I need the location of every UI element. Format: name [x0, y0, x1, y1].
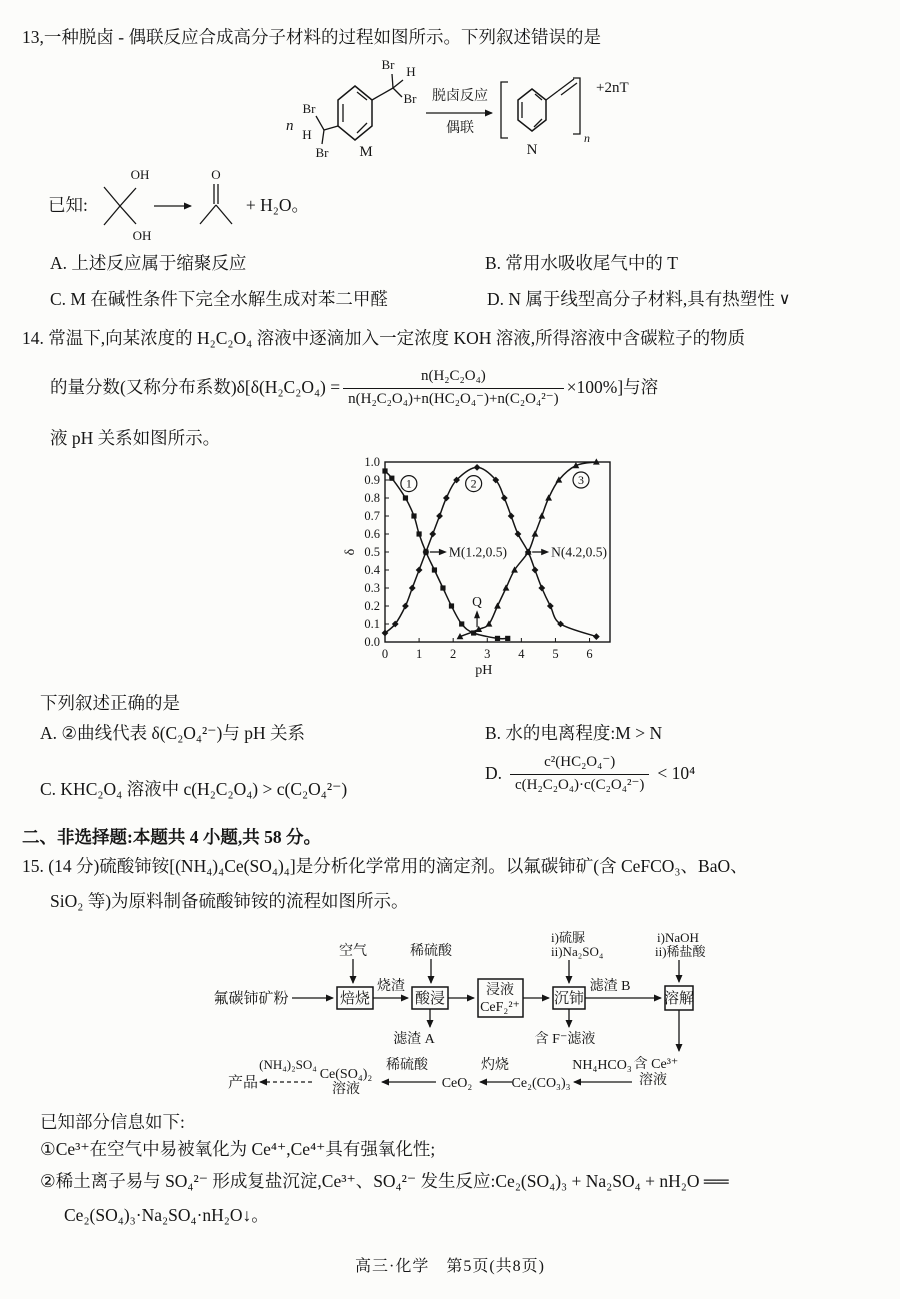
q15-info-1: ①Ce³⁺在空气中易被氧化为 Ce⁴⁺,Ce⁴⁺具有强氧化性;: [40, 1139, 436, 1159]
n-coefficient: n: [286, 118, 294, 134]
byproduct-term: +2nT: [596, 80, 629, 96]
gem-diol-to-carbonyl-diagram: [92, 165, 242, 247]
data-point-diamond: [501, 495, 508, 502]
q15-known-intro: 已知部分信息如下:: [40, 1112, 185, 1132]
polymer-repeat-unit: [501, 78, 590, 145]
polymer-subscript-n: n: [584, 131, 590, 145]
distribution-fraction: [343, 366, 564, 411]
y-axis-label: δ: [343, 548, 358, 556]
q14-prompt: 下列叙述正确的是: [40, 693, 180, 713]
x-tick-label: 4: [518, 647, 525, 661]
q14-option-c: C. KHC₂O₄ 溶液中 c(H₂C₂O₄) > c(C₂O₄²⁻): [40, 779, 348, 799]
q13-option-d: [487, 289, 791, 311]
fraction-numerator: n(H₂C₂O₄): [420, 367, 486, 384]
y-tick-label: 0.5: [364, 545, 380, 559]
data-point-triangle: [538, 512, 545, 518]
q14-stem-line1: 14. 常温下,向某浓度的 H₂C₂O₄ 溶液中逐滴加入一定浓度 KOH 溶液,所得溶液中含碳粒子的物质: [22, 328, 746, 348]
flow-na2so4-label: ii)Na₂SO₄: [551, 944, 604, 959]
y-tick-label: 0.4: [364, 563, 380, 577]
y-tick-label: 0.0: [364, 635, 380, 649]
q15-stem-line2: SiO₂ 等)为原料制备硫酸铈铵的流程如图所示。: [50, 891, 409, 911]
q14-stem-line2-pre: 的量分数(又称分布系数)δ[δ(H₂C₂O₄) =: [50, 377, 341, 398]
flow-liquor-species-label: CeF₂²⁺: [480, 1000, 520, 1015]
annotation-label: N(4.2,0.5): [551, 544, 608, 560]
flow-calcine-label: 灼烧: [481, 1058, 509, 1073]
data-point-triangle: [503, 584, 510, 590]
flow-leach-box-label: 酸浸: [414, 991, 446, 1007]
page-footer: 高三·化学 第5页(共8页): [355, 1258, 545, 1275]
chbr2-group-left: [302, 101, 338, 160]
flow-cerium-carbonate-label: Ce₂(CO₃)₃: [511, 1076, 571, 1091]
data-point-square: [440, 585, 445, 590]
x-tick-label: 5: [552, 647, 559, 661]
q15-stem-line1: 15. (14 分)硫酸铈铵[(NH₄)₄Ce(SO₄)₄]是分析化学常用的滴定剂。以氟碳铈矿(含 CeFCO₃、BaO、: [22, 856, 748, 876]
q14-option-d-fraction: [510, 752, 649, 797]
flow-dilute-sulfuric-acid-label: 稀硫酸: [410, 944, 452, 959]
reaction-condition-top: 脱卤反应: [432, 89, 488, 104]
monomer-m-label: M: [359, 144, 373, 160]
flow-ceo2-label: CeO₂: [441, 1076, 473, 1091]
y-tick-label: 0.9: [364, 473, 380, 487]
carbonyl-structure: [200, 167, 232, 224]
polymer-n-label: N: [526, 142, 538, 158]
data-point-diamond: [515, 531, 522, 538]
flow-nh4hco3-label: NH₄HCO₃: [572, 1058, 632, 1073]
arrowhead: [474, 610, 480, 618]
data-point-square: [403, 495, 408, 500]
y-tick-label: 0.7: [364, 509, 380, 523]
y-tick-label: 0.2: [364, 599, 380, 613]
data-point-square: [432, 567, 437, 572]
q15-info-2-continued: Ce₂(SO₄)₃·Na₂SO₄·nH₂O↓。: [64, 1205, 269, 1225]
data-point-diamond: [547, 603, 554, 610]
oh-bottom-label: OH: [132, 228, 152, 243]
flow-ceso4-solution-label-line2: 溶液: [332, 1082, 360, 1097]
known-suffix-label: + H₂O。: [245, 195, 309, 216]
curve-number: 1: [405, 476, 412, 491]
data-point-diamond: [593, 633, 600, 640]
reaction-condition-bottom: 偶联: [446, 121, 474, 136]
flow-thiourea-label: i)硫脲: [551, 930, 585, 945]
data-point-diamond: [532, 567, 539, 574]
q14-stem-line2-post: ×100%]与溶: [566, 377, 659, 398]
q14-stem-line3: 液 pH 关系如图所示。: [50, 428, 221, 448]
flow-roast-box-label: 焙烧: [339, 991, 371, 1007]
data-point-square: [495, 636, 500, 641]
data-point-square: [505, 636, 510, 641]
h-label: H: [406, 64, 416, 79]
flow-ce-solution-label-line2: 溶液: [639, 1073, 667, 1088]
data-point-triangle: [494, 602, 501, 608]
flow-ceso4-solution-label-line1: Ce(SO₄)₂: [319, 1067, 373, 1082]
flow-dissolve-box-label: 溶解: [663, 991, 695, 1007]
o-label: O: [211, 167, 221, 182]
y-tick-label: 0.1: [364, 617, 380, 631]
fraction-numerator: c²(HC₂O₄⁻): [544, 754, 616, 770]
data-point-diamond: [409, 585, 416, 592]
flow-ore-label: 氟碳铈矿粉: [213, 991, 289, 1007]
q14-option-d-prefix: D.: [485, 763, 503, 784]
grader-check-mark: ∨: [778, 290, 791, 308]
q13-option-c: C. M 在碱性条件下完全水解生成对苯二甲醛: [50, 289, 388, 309]
data-point-square: [416, 531, 421, 536]
gem-diol-structure: [104, 167, 151, 243]
chbr2-group-right: [372, 57, 417, 106]
data-point-square: [389, 476, 394, 481]
y-tick-label: 0.8: [364, 491, 380, 505]
flow-fluoride-filtrate-label: 含 F⁻滤液: [534, 1032, 596, 1047]
q14-option-a: A. ②曲线代表 δ(C₂O₄²⁻)与 pH 关系: [40, 723, 305, 743]
data-point-square: [411, 513, 416, 518]
flow-liquor-box-label: 浸液: [486, 983, 514, 998]
data-point-diamond: [508, 513, 515, 520]
annotation-label-q: Q: [472, 594, 482, 610]
fraction-denominator: c(H₂C₂O₄)·c(C₂O₄²⁻): [510, 774, 649, 797]
fraction-denominator: n(H₂C₂O₄)+n(HC₂O₄⁻)+n(C₂O₄²⁻): [343, 388, 564, 411]
flow-ce-solution-label-line1: 含 Ce³⁺: [633, 1057, 679, 1072]
h-label: H: [302, 127, 312, 142]
q14-option-d-suffix: < 10⁴: [657, 763, 696, 784]
data-point-diamond: [443, 495, 450, 502]
q14-option-b: B. 水的电离程度:M > N: [485, 723, 663, 743]
curve-number: 3: [578, 473, 585, 487]
curve-number: 2: [470, 476, 477, 491]
data-point-diamond: [416, 567, 423, 574]
flow-ammonium-sulfate-label: (NH₄)₂SO₄: [259, 1057, 317, 1072]
oh-top-label: OH: [130, 167, 150, 182]
x-tick-label: 2: [450, 647, 457, 661]
br-label: Br: [403, 91, 417, 106]
arrowhead: [439, 549, 447, 555]
benzene-ring-monomer: [338, 86, 372, 140]
distribution-vs-ph-chart: [340, 452, 645, 684]
br-label: Br: [302, 101, 316, 116]
br-label: Br: [315, 145, 329, 160]
y-tick-label: 0.6: [364, 527, 380, 541]
q13-known-row: [48, 167, 309, 245]
data-point-square: [449, 603, 454, 608]
reaction-arrow: [426, 87, 492, 136]
section2-header: 二、非选择题:本题共 4 小题,共 58 分。: [22, 827, 321, 847]
q13-reaction-diagram: [278, 50, 653, 160]
data-point-diamond: [538, 585, 545, 592]
data-point-diamond: [402, 603, 409, 610]
flow-air-label: 空气: [339, 944, 367, 959]
y-tick-label: 0.3: [364, 581, 380, 595]
q13-option-b: B. 常用水吸收尾气中的 T: [485, 253, 678, 273]
x-axis-label: pH: [475, 663, 493, 678]
data-point-diamond: [436, 513, 443, 520]
x-tick-label: 0: [381, 647, 389, 661]
q13-stem: 13,一种脱卤 - 偶联反应合成高分子材料的过程如图所示。下列叙述错误的是: [22, 27, 601, 47]
x-tick-label: 1: [415, 647, 423, 661]
known-prefix-label: 已知:: [48, 195, 88, 216]
flow-slag-label: 烧渣: [377, 979, 405, 994]
data-point-diamond: [474, 464, 481, 471]
flow-dilute-sulfuric-acid2-label: 稀硫酸: [386, 1058, 428, 1073]
br-label: Br: [381, 57, 395, 72]
flow-naoh-label: i)NaOH: [657, 930, 699, 945]
q15-info-2: ②稀土离子易与 SO₄²⁻ 形成复盐沉淀,Ce³⁺、SO₄²⁻ 发生反应:Ce₂(SO₄)₃ + Na₂SO₄ + nH₂O ══: [40, 1171, 729, 1191]
x-tick-label: 3: [484, 647, 491, 661]
x-tick-label: 6: [586, 647, 593, 661]
flow-dilute-hcl-label: ii)稀盐酸: [655, 944, 706, 959]
y-tick-label: 1.0: [364, 455, 380, 469]
data-point-diamond: [429, 531, 436, 538]
q14-option-d: [485, 752, 695, 797]
q14-stem-line2: [50, 356, 658, 420]
q13-option-a: A. 上述反应属于缩聚反应: [50, 253, 247, 273]
process-flowchart: [200, 922, 706, 1104]
data-point-square: [459, 621, 464, 626]
data-point-triangle: [532, 530, 539, 536]
annotation-label: M(1.2,0.5): [448, 544, 508, 560]
flow-product-label: 产品: [227, 1075, 259, 1091]
arrowhead: [541, 549, 549, 555]
flow-precipitate-box-label: 沉铈: [553, 991, 585, 1007]
data-point-square: [382, 468, 387, 473]
flow-residue-a-label: 滤渣 A: [393, 1032, 435, 1047]
flow-residue-b-label: 滤渣 B: [589, 979, 631, 994]
data-point-triangle: [545, 494, 552, 500]
q13-option-d-text: D. N 属于线型高分子材料,具有热塑性: [487, 289, 775, 309]
